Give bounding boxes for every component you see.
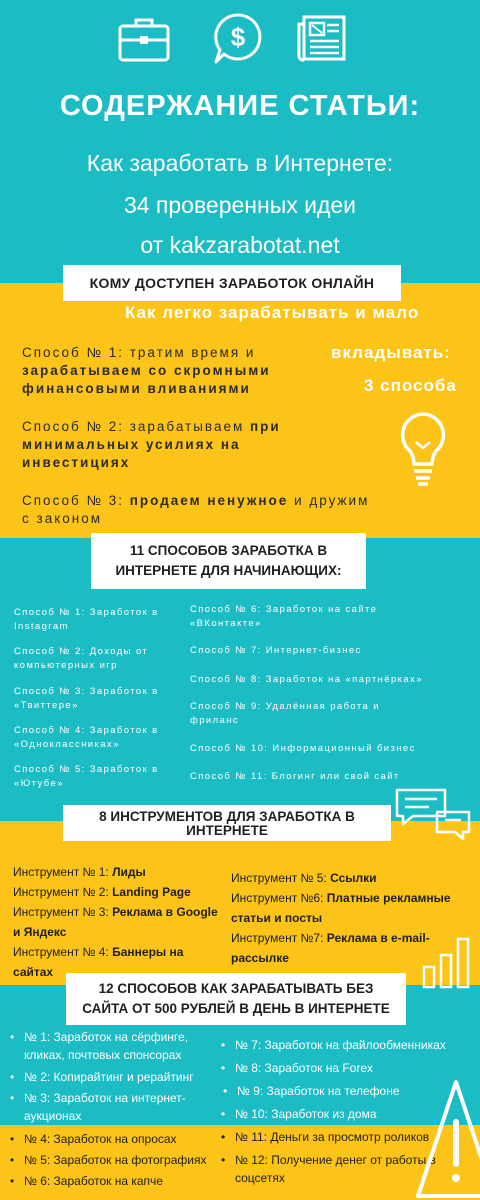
chat-bubbles-icon xyxy=(393,786,473,842)
way-1: Способ № 1: тратим время и зарабатываем со скромными финансовыми вливаниями xyxy=(22,345,271,396)
tool-6: Инструмент №6: Платные рекламные статьи и посты xyxy=(231,891,451,925)
s4-left-2: • № 2: Копирайтинг и рерайтинг xyxy=(10,1070,194,1084)
s2-left-2: Способ № 2: Доходы от компьютерных игр xyxy=(14,646,149,671)
warning-icon xyxy=(416,1078,480,1200)
section1-aside-line3: 3 способа xyxy=(364,376,457,395)
s4-right-8: • № 8: Заработок на Forex xyxy=(221,1061,374,1075)
s4-left-1: • № 1: Заработок на сёрфинге, кликах, почтовых спонсорах xyxy=(10,1030,189,1062)
section1-aside-line1: Как легко зарабатывать и мало xyxy=(125,303,420,322)
tool-7: Инструмент №7: Реклама в e-mail-рассылке xyxy=(231,931,430,965)
way-3: Способ № 3: продаем ненужное и дружим с законом xyxy=(22,493,370,526)
s2-right-10: Способ № 10: Информационный бизнес xyxy=(190,743,416,754)
subtitle-line1: Как заработать в Интернете: xyxy=(86,150,394,176)
s2-left-5: Способ № 5: Заработок в «Ютубе» xyxy=(14,764,159,789)
s2-left-3: Способ № 3: Заработок в «Твиттере» xyxy=(14,686,159,711)
s4-right-11: • № 11: Деньги за просмотр роликов xyxy=(221,1130,430,1144)
s4-left-4: • № 4: Заработок на опросах xyxy=(10,1132,177,1146)
section2-heading: 11 СПОСОБОВ ЗАРАБОТКА В ИНТЕРНЕТЕ ДЛЯ НАЧИНАЮЩИХ: xyxy=(91,533,366,589)
tool-5: Инструмент № 5: Ссылки xyxy=(231,871,377,885)
way-2: Способ № 2: зарабатываем при минимальных усилиях на инвестициях xyxy=(22,419,281,470)
s4-right-9: • № 9: Заработок на телефоне xyxy=(223,1084,400,1098)
briefcase-icon xyxy=(117,14,171,64)
s4-right-10: • № 10: Заработок из дома xyxy=(221,1107,377,1121)
s4-left-5: • № 5: Заработок на фотографиях xyxy=(10,1153,207,1167)
s2-right-7: Способ № 7: Интернет-бизнес xyxy=(190,645,362,656)
section3-heading: 8 ИНСТРУМЕНТОВ ДЛЯ ЗАРАБОТКА В ИНТЕРНЕТЕ xyxy=(63,805,391,841)
s4-right-12: • № 12: Получение денег от работы в соцсетях xyxy=(221,1153,436,1185)
s2-left-1: Способ № 1: Заработок в Instagram xyxy=(14,607,159,632)
section4-heading: 12 СПОСОБОВ КАК ЗАРАБАТЫВАТЬ БЕЗ САЙТА ОТ 500 РУБЛЕЙ В ДЕНЬ В ИНТЕРНЕТЕ xyxy=(66,973,406,1025)
s4-left-6: • № 6: Заработок на капче xyxy=(10,1174,163,1188)
tool-2: Инструмент № 2: Landing Page xyxy=(13,885,191,899)
s4-left-3: • № 3: Заработок на интернет-аукционах xyxy=(10,1091,186,1123)
page-title: СОДЕРЖАНИЕ СТАТЬИ: xyxy=(59,90,421,122)
s3-left-list xyxy=(13,862,218,982)
s2-right-9: Способ № 9: Удалённая работа и фриланс xyxy=(190,701,380,726)
dollar-chat-icon xyxy=(212,12,264,66)
tool-1: Инструмент № 1: Лиды xyxy=(13,865,146,879)
subtitle-line3: от kakzarabotat.net xyxy=(140,232,340,258)
subtitle-line2: 34 проверенных идеи xyxy=(123,192,357,218)
svg-text:$: $ xyxy=(230,22,246,52)
bar-chart-icon xyxy=(421,935,473,989)
newspaper-icon xyxy=(296,14,348,64)
section1-heading: КОМУ ДОСТУПЕН ЗАРАБОТОК ОНЛАЙН xyxy=(63,265,401,301)
tool-3: Инструмент № 3: Реклама в Google и Яндекс xyxy=(13,905,218,939)
s2-left-4: Способ № 4: Заработок в «Одноклассниках» xyxy=(14,725,159,750)
tool-4: Инструмент № 4: Баннеры на сайтах xyxy=(13,945,184,979)
s2-right-8: Способ № 8: Заработок на «партнёрках» xyxy=(190,674,423,685)
s2-right-6: Способ № 6: Заработок на сайте «ВКонтакте» xyxy=(190,604,378,629)
s4-right-7: • № 7: Заработок на файлообменниках xyxy=(221,1038,446,1052)
lightbulb-icon xyxy=(394,408,452,496)
s2-right-11: Способ № 11: Блогинг или свой сайт xyxy=(190,771,400,782)
section1-aside-line2: вкладывать: xyxy=(331,343,451,362)
